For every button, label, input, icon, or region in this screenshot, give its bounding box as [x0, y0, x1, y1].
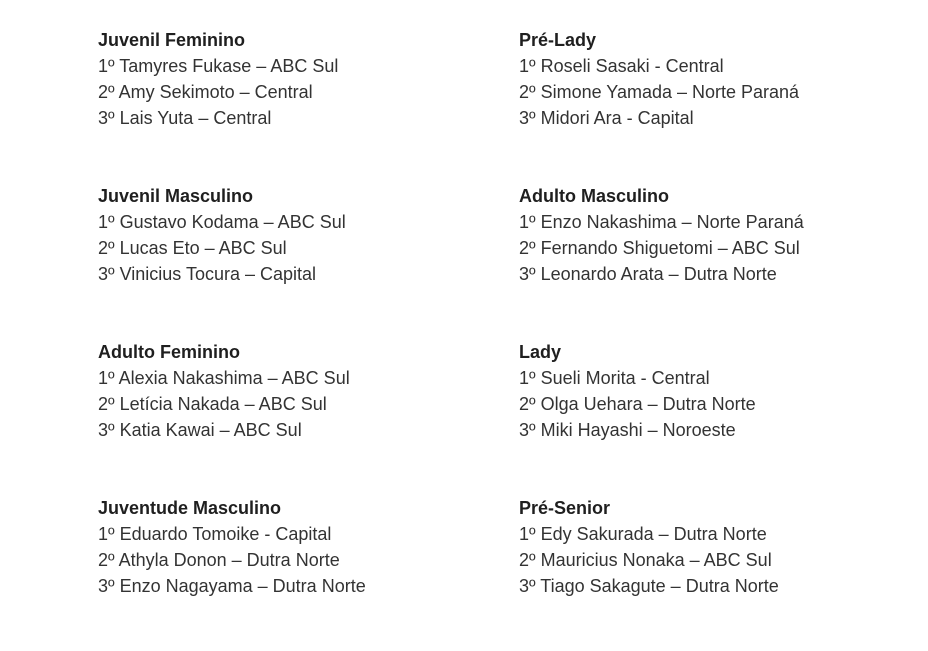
- category-title: Juventude Masculino: [98, 498, 282, 518]
- category-adulto-masculino: [519, 183, 919, 339]
- right-column: [519, 27, 919, 651]
- category-title: Juvenil Feminino: [98, 30, 246, 50]
- category-title: Adulto Masculino: [519, 186, 669, 206]
- category-pre-senior: [519, 495, 919, 651]
- category-title: Adulto Feminino: [98, 342, 240, 362]
- placement-second: 2º Fernando Shiguetomi – ABC Sul: [519, 238, 800, 258]
- placement-second: 2º Simone Yamada – Norte Paraná: [519, 82, 800, 102]
- placement-second: 2º Letícia Nakada – ABC Sul: [98, 394, 327, 414]
- category-adulto-feminino: [98, 339, 498, 495]
- placement-second: 2º Athyla Donon – Dutra Norte: [98, 550, 340, 570]
- category-title: Pré-Senior: [519, 498, 611, 518]
- placement-third: 3º Lais Yuta – Central: [98, 108, 272, 128]
- placement-second: 2º Lucas Eto – ABC Sul: [98, 238, 287, 258]
- placement-first: 1º Gustavo Kodama – ABC Sul: [98, 212, 346, 232]
- placement-third: 3º Enzo Nagayama – Dutra Norte: [98, 576, 366, 596]
- category-title: Lady: [519, 342, 562, 362]
- placement-first: 1º Sueli Morita - Central: [519, 368, 710, 388]
- placement-third: 3º Leonardo Arata – Dutra Norte: [519, 264, 777, 284]
- placement-third: 3º Vinicius Tocura – Capital: [98, 264, 317, 284]
- placement-third: 3º Midori Ara - Capital: [519, 108, 694, 128]
- category-lady: [519, 339, 919, 495]
- category-juventude-masculino: [98, 495, 498, 651]
- category-pre-lady: [519, 27, 919, 183]
- placement-second: 2º Olga Uehara – Dutra Norte: [519, 394, 756, 414]
- category-title: Juvenil Masculino: [98, 186, 254, 206]
- placement-first: 1º Eduardo Tomoike - Capital: [98, 524, 332, 544]
- placement-first: 1º Edy Sakurada – Dutra Norte: [519, 524, 767, 544]
- category-title: Pré-Lady: [519, 30, 597, 50]
- placement-first: 1º Enzo Nakashima – Norte Paraná: [519, 212, 804, 232]
- placement-second: 2º Mauricius Nonaka – ABC Sul: [519, 550, 772, 570]
- placement-third: 3º Tiago Sakagute – Dutra Norte: [519, 576, 779, 596]
- placement-third: 3º Katia Kawai – ABC Sul: [98, 420, 302, 440]
- placement-first: 1º Tamyres Fukase – ABC Sul: [98, 56, 339, 76]
- category-juvenil-masculino: [98, 183, 498, 339]
- left-column: [98, 27, 498, 651]
- category-juvenil-feminino: [98, 27, 498, 183]
- placement-first: 1º Alexia Nakashima – ABC Sul: [98, 368, 350, 388]
- placement-third: 3º Miki Hayashi – Noroeste: [519, 420, 736, 440]
- placement-second: 2º Amy Sekimoto – Central: [98, 82, 313, 102]
- placement-first: 1º Roseli Sasaki - Central: [519, 56, 724, 76]
